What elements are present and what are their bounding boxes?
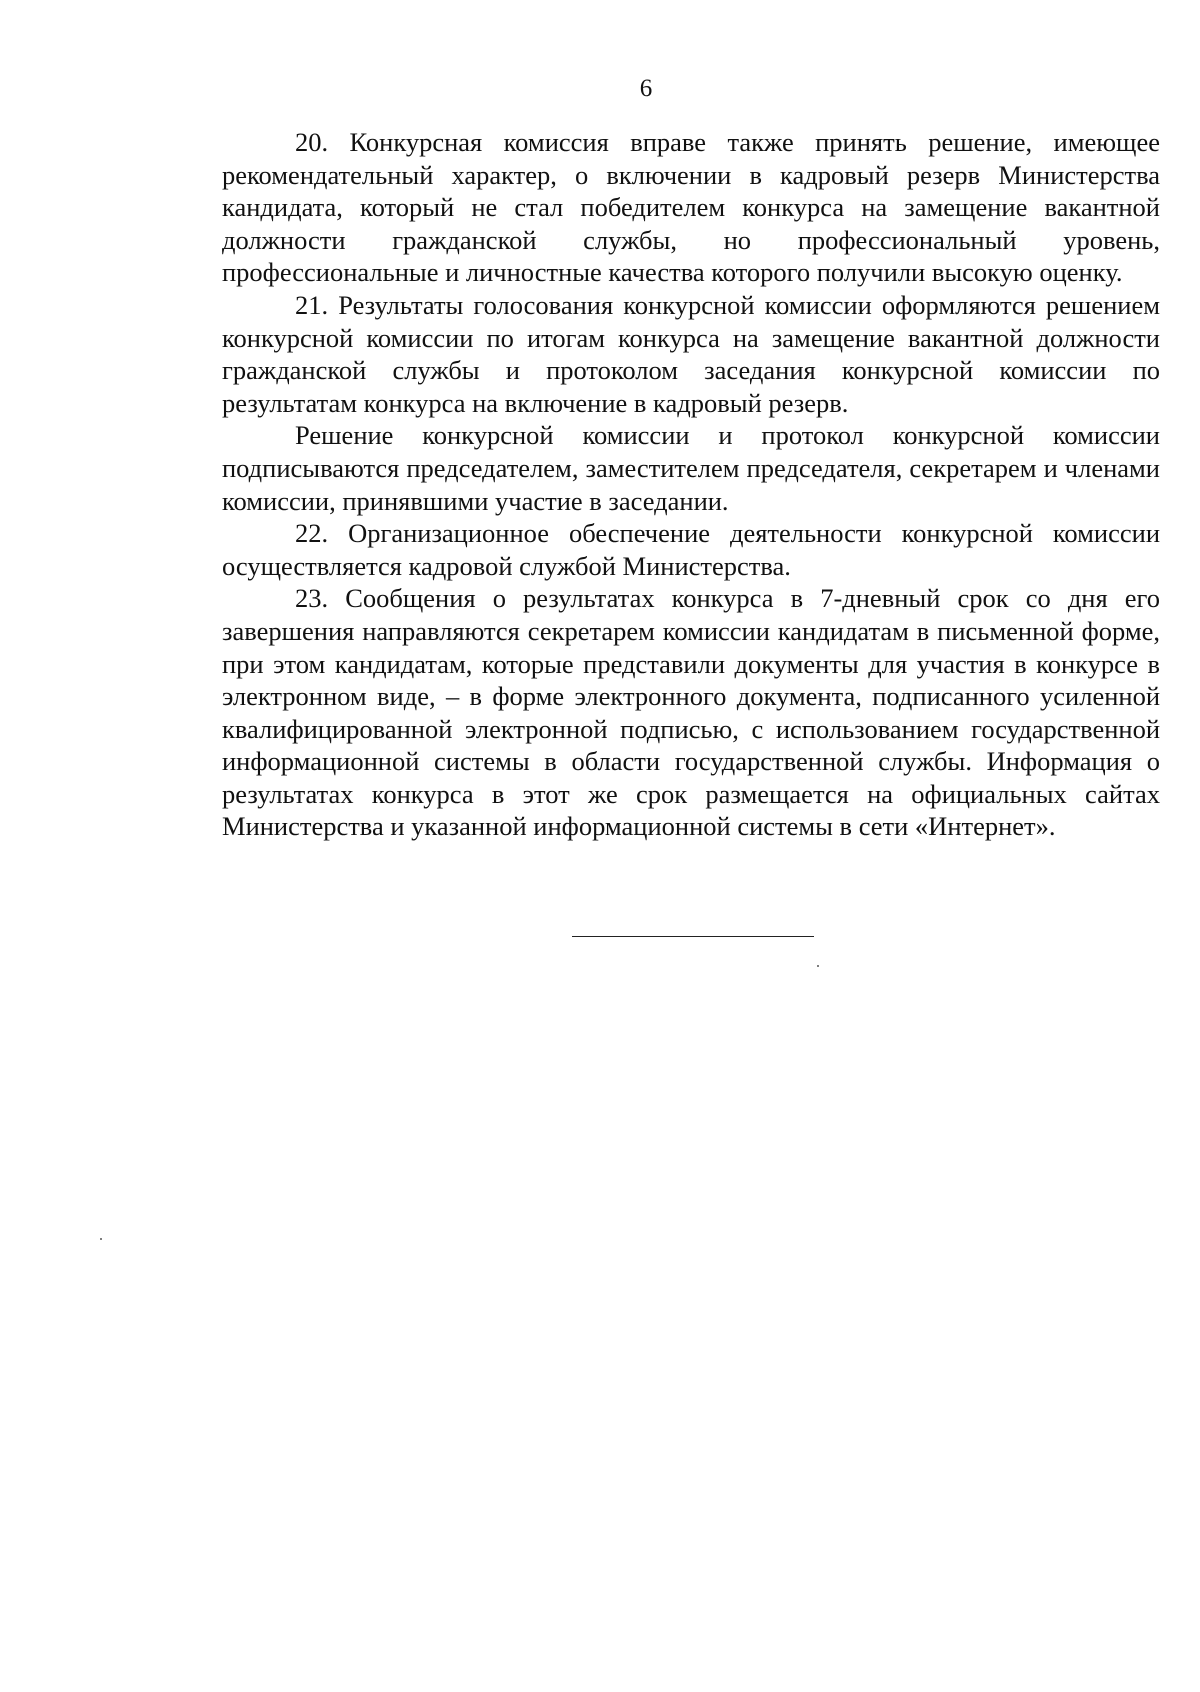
paragraph-20: 20. Конкурсная комиссия вправе также принять решение, имеющее рекомендательный характер, о включении в кадровый резерв Министерства кандидата, который не стал победителем конкурса на замещение вакантной должности гражданской службы, но профессиональный уровень, профессиональные и личностные качества которого получили высокую оценку. — [222, 127, 1160, 288]
paragraph-21-signing: Решение конкурсной комиссии и протокол конкурсной комиссии подписываются председателем, заместителем председателя, секретарем и членами комиссии, принявшими участие в заседании. — [222, 420, 1160, 516]
page-number: 6 — [639, 75, 653, 102]
paragraph-21: 21. Результаты голосования конкурсной комиссии оформляются решением конкурсной комиссии по итогам конкурса на замещение вакантной должности гражданской службы и протоколом заседания конкурсной комиссии по результатам конкурса на включение в кадровый резерв. — [222, 289, 1160, 418]
scan-speck — [817, 965, 819, 967]
document-body — [222, 126, 1160, 843]
end-of-document-rule — [572, 936, 814, 937]
paragraph-23: 23. Сообщения о результатах конкурса в 7-дневный срок со дня его завершения направляются секретарем комиссии кандидатам в письменной форме, при этом кандидатам, которые представили документы для участия в конкурсе в электронном виде, – в форме электронного документа, подписанного усиленной квалифицированной электронной подписью, с использованием государственной информационной системы в области государственной службы. Информация о результатах конкурса в этот же срок размещается на официальных сайтах Министерства и указанной информационной системы в сети «Интернет». — [222, 583, 1160, 842]
paragraph-22: 22. Организационное обеспечение деятельности конкурсной комиссии осуществляется кадровой службой Министерства. — [222, 518, 1160, 581]
scan-speck — [100, 1238, 102, 1240]
